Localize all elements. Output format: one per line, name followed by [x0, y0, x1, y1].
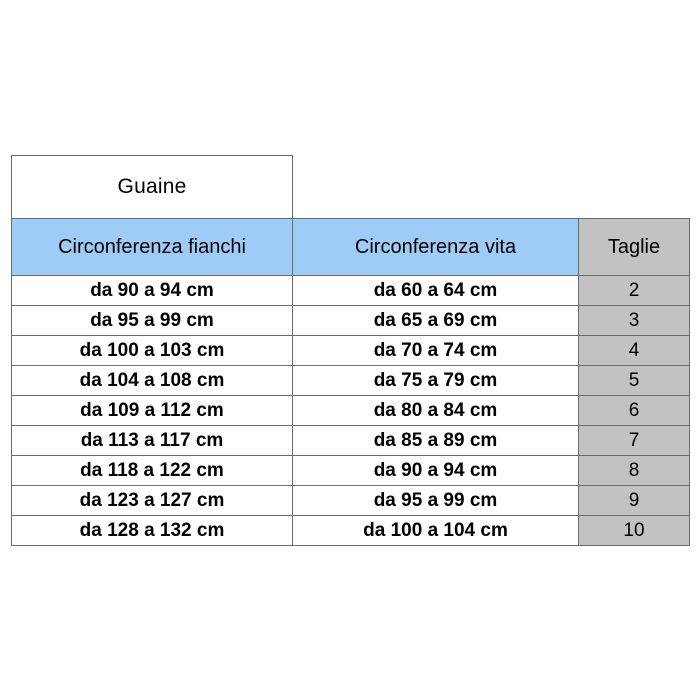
cell-size: 8: [579, 456, 690, 486]
cell-hips: da 109 a 112 cm: [12, 396, 293, 426]
cell-waist: da 100 a 104 cm: [293, 516, 579, 546]
table-row: [12, 486, 690, 516]
cell-size: 5: [579, 366, 690, 396]
cell-hips: da 95 a 99 cm: [12, 306, 293, 336]
cell-waist: da 90 a 94 cm: [293, 456, 579, 486]
size-chart-table: [11, 155, 690, 546]
cell-hips: da 123 a 127 cm: [12, 486, 293, 516]
table-title-row: [12, 156, 690, 219]
cell-waist: da 65 a 69 cm: [293, 306, 579, 336]
column-header-size: Taglie: [579, 219, 690, 276]
cell-waist: da 85 a 89 cm: [293, 426, 579, 456]
size-chart-container: [11, 155, 689, 546]
cell-hips: da 100 a 103 cm: [12, 336, 293, 366]
table-row: [12, 396, 690, 426]
cell-size: 3: [579, 306, 690, 336]
cell-hips: da 118 a 122 cm: [12, 456, 293, 486]
cell-waist: da 60 a 64 cm: [293, 276, 579, 306]
cell-size: 9: [579, 486, 690, 516]
table-header-row: [12, 219, 690, 276]
cell-hips: da 128 a 132 cm: [12, 516, 293, 546]
table-row: [12, 516, 690, 546]
cell-size: 7: [579, 426, 690, 456]
cell-size: 6: [579, 396, 690, 426]
title-row-blank-cell: [293, 156, 579, 219]
column-header-waist: Circonferenza vita: [293, 219, 579, 276]
table-row: [12, 336, 690, 366]
cell-hips: da 113 a 117 cm: [12, 426, 293, 456]
cell-size: 4: [579, 336, 690, 366]
table-row: [12, 306, 690, 336]
table-row: [12, 366, 690, 396]
cell-waist: da 70 a 74 cm: [293, 336, 579, 366]
table-row: [12, 276, 690, 306]
cell-size: 2: [579, 276, 690, 306]
cell-waist: da 75 a 79 cm: [293, 366, 579, 396]
cell-waist: da 80 a 84 cm: [293, 396, 579, 426]
column-header-hips: Circonferenza fianchi: [12, 219, 293, 276]
table-title: Guaine: [12, 156, 293, 219]
cell-size: 10: [579, 516, 690, 546]
cell-waist: da 95 a 99 cm: [293, 486, 579, 516]
cell-hips: da 104 a 108 cm: [12, 366, 293, 396]
title-row-blank-cell-right: [579, 156, 690, 219]
table-row: [12, 426, 690, 456]
cell-hips: da 90 a 94 cm: [12, 276, 293, 306]
table-row: [12, 456, 690, 486]
